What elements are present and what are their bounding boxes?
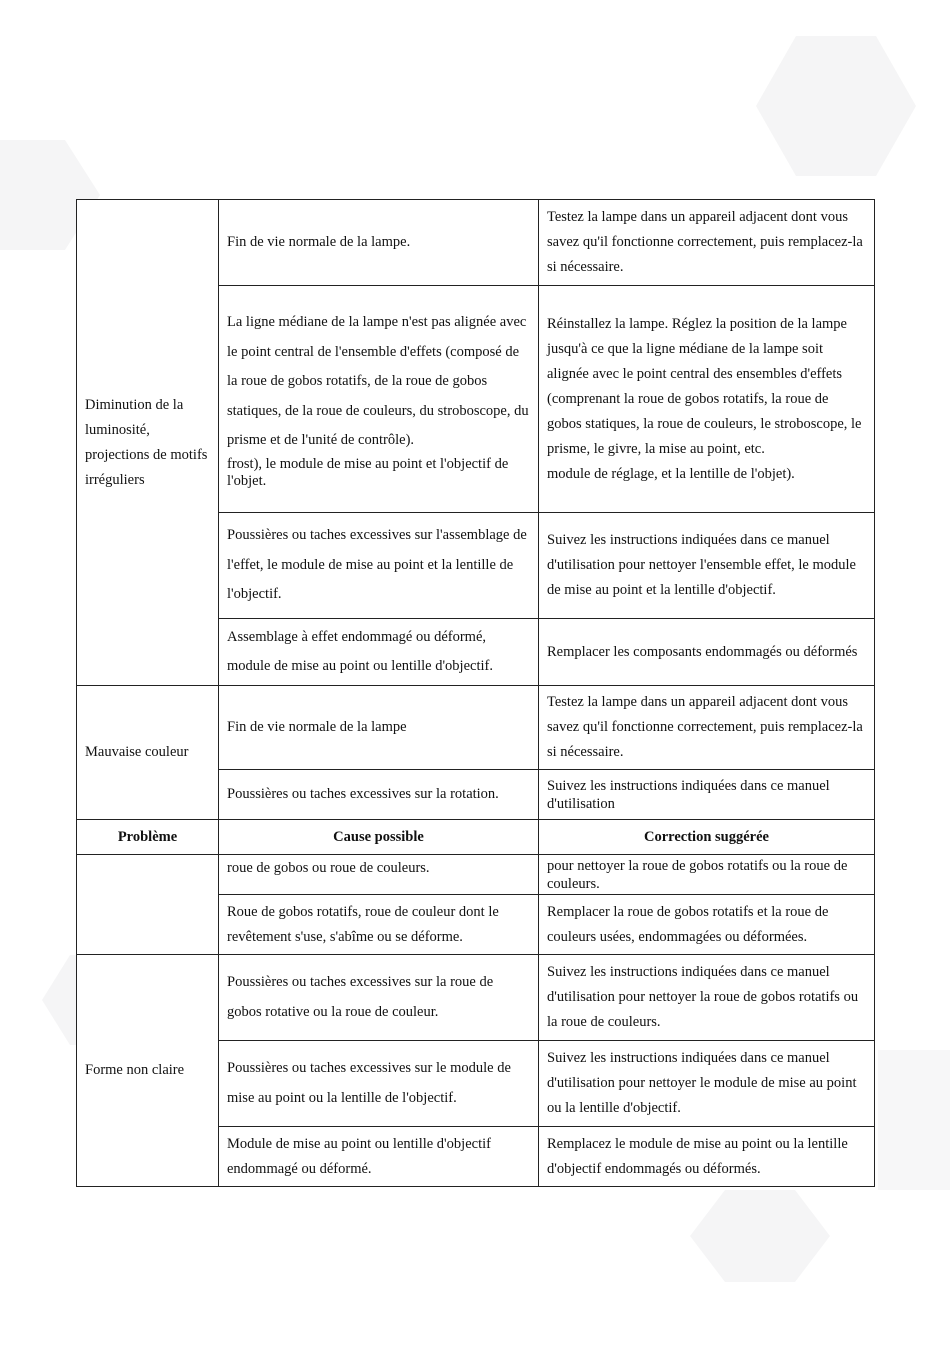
cause-cell: Fin de vie normale de la lampe (219, 686, 539, 770)
correction-cell: Testez la lampe dans un appareil adjacent dont vous savez qu'il fonctionne correctement, puis remplacez-la si nécessaire. (539, 686, 875, 770)
decor-hexagon (756, 36, 916, 176)
table-row (77, 955, 875, 1041)
header-correction: Correction suggérée (539, 820, 875, 855)
problem-cell (77, 855, 219, 955)
cause-cell (219, 286, 539, 513)
cause-cell: Module de mise au point ou lentille d'objectif endommagé ou déformé. (219, 1127, 539, 1187)
correction-cell: pour nettoyer la roue de gobos rotatifs ou la roue de couleurs. (539, 855, 875, 895)
problem-cell: Forme non claire (77, 955, 219, 1187)
correction-text: Réinstallez la lampe. Réglez la position de la lampe jusqu'à ce que la ligne médiane de la lampe soit alignée avec le point central des ensembles d'effets (comprenant la roue de gobos rotatifs, la roue de gobos statiques, la roue de couleurs, le stroboscope, le prisme, le givre, la mise au point, etc. (547, 315, 862, 457)
cause-text-continued: frost), le module de mise au point et l'objectif de l'objet. (227, 455, 509, 489)
cause-cell: Poussières ou taches excessives sur la rotation. (219, 770, 539, 820)
correction-cell (539, 286, 875, 513)
correction-cell: Suivez les instructions indiquées dans ce manuel d'utilisation pour nettoyer la roue de gobos rotatifs ou la roue de couleurs. (539, 955, 875, 1041)
correction-cell: Remplacer la roue de gobos rotatifs et la roue de couleurs usées, endommagées ou déformées. (539, 895, 875, 955)
correction-cell: Testez la lampe dans un appareil adjacent dont vous savez qu'il fonctionne correctement, puis remplacez-la si nécessaire. (539, 200, 875, 286)
cause-cell: Poussières ou taches excessives sur la roue de gobos rotative ou la roue de couleur. (219, 955, 539, 1041)
troubleshooting-table (76, 199, 875, 1187)
correction-cell: Suivez les instructions indiquées dans ce manuel d'utilisation (539, 770, 875, 820)
correction-cell: Remplacer les composants endommagés ou déformés (539, 619, 875, 686)
correction-text-continued: module de réglage, et la lentille de l'objet). (547, 465, 795, 482)
correction-cell: Suivez les instructions indiquées dans ce manuel d'utilisation pour nettoyer le module de mise au point ou la lentille d'objectif. (539, 1041, 875, 1127)
header-problem: Problème (77, 820, 219, 855)
table-row (77, 686, 875, 770)
problem-cell: Mauvaise couleur (77, 686, 219, 820)
decor-hexagon (690, 1190, 830, 1282)
cause-cell: Fin de vie normale de la lampe. (219, 200, 539, 286)
cause-cell: Roue de gobos rotatifs, roue de couleur dont le revêtement s'use, s'abîme ou se déforme. (219, 895, 539, 955)
cause-text: La ligne médiane de la lampe n'est pas alignée avec le point central de l'ensemble d'effets (composé de la roue de gobos rotatifs, de la roue de gobos statiques, de la roue de couleurs, du stroboscope, du prisme et de l'unité de contrôle). (227, 314, 529, 449)
table-row (77, 855, 875, 895)
cause-cell: Poussières ou taches excessives sur le module de mise au point ou la lentille de l'objectif. (219, 1041, 539, 1127)
cause-cell: roue de gobos ou roue de couleurs. (219, 855, 539, 895)
decor-panel (878, 1050, 950, 1190)
correction-cell: Remplacez le module de mise au point ou la lentille d'objectif endommagés ou déformés. (539, 1127, 875, 1187)
problem-cell: Diminution de la luminosité, projections de motifs irréguliers (77, 200, 219, 686)
cause-cell: Poussières ou taches excessives sur l'assemblage de l'effet, le module de mise au point et la lentille de l'objectif. (219, 513, 539, 619)
header-cause: Cause possible (219, 820, 539, 855)
correction-cell: Suivez les instructions indiquées dans ce manuel d'utilisation pour nettoyer l'ensemble effet, le module de mise au point et la lentille d'objectif. (539, 513, 875, 619)
table-row (77, 200, 875, 286)
table-header-row (77, 820, 875, 855)
cause-cell: Assemblage à effet endommagé ou déformé, module de mise au point ou lentille d'objectif. (219, 619, 539, 686)
